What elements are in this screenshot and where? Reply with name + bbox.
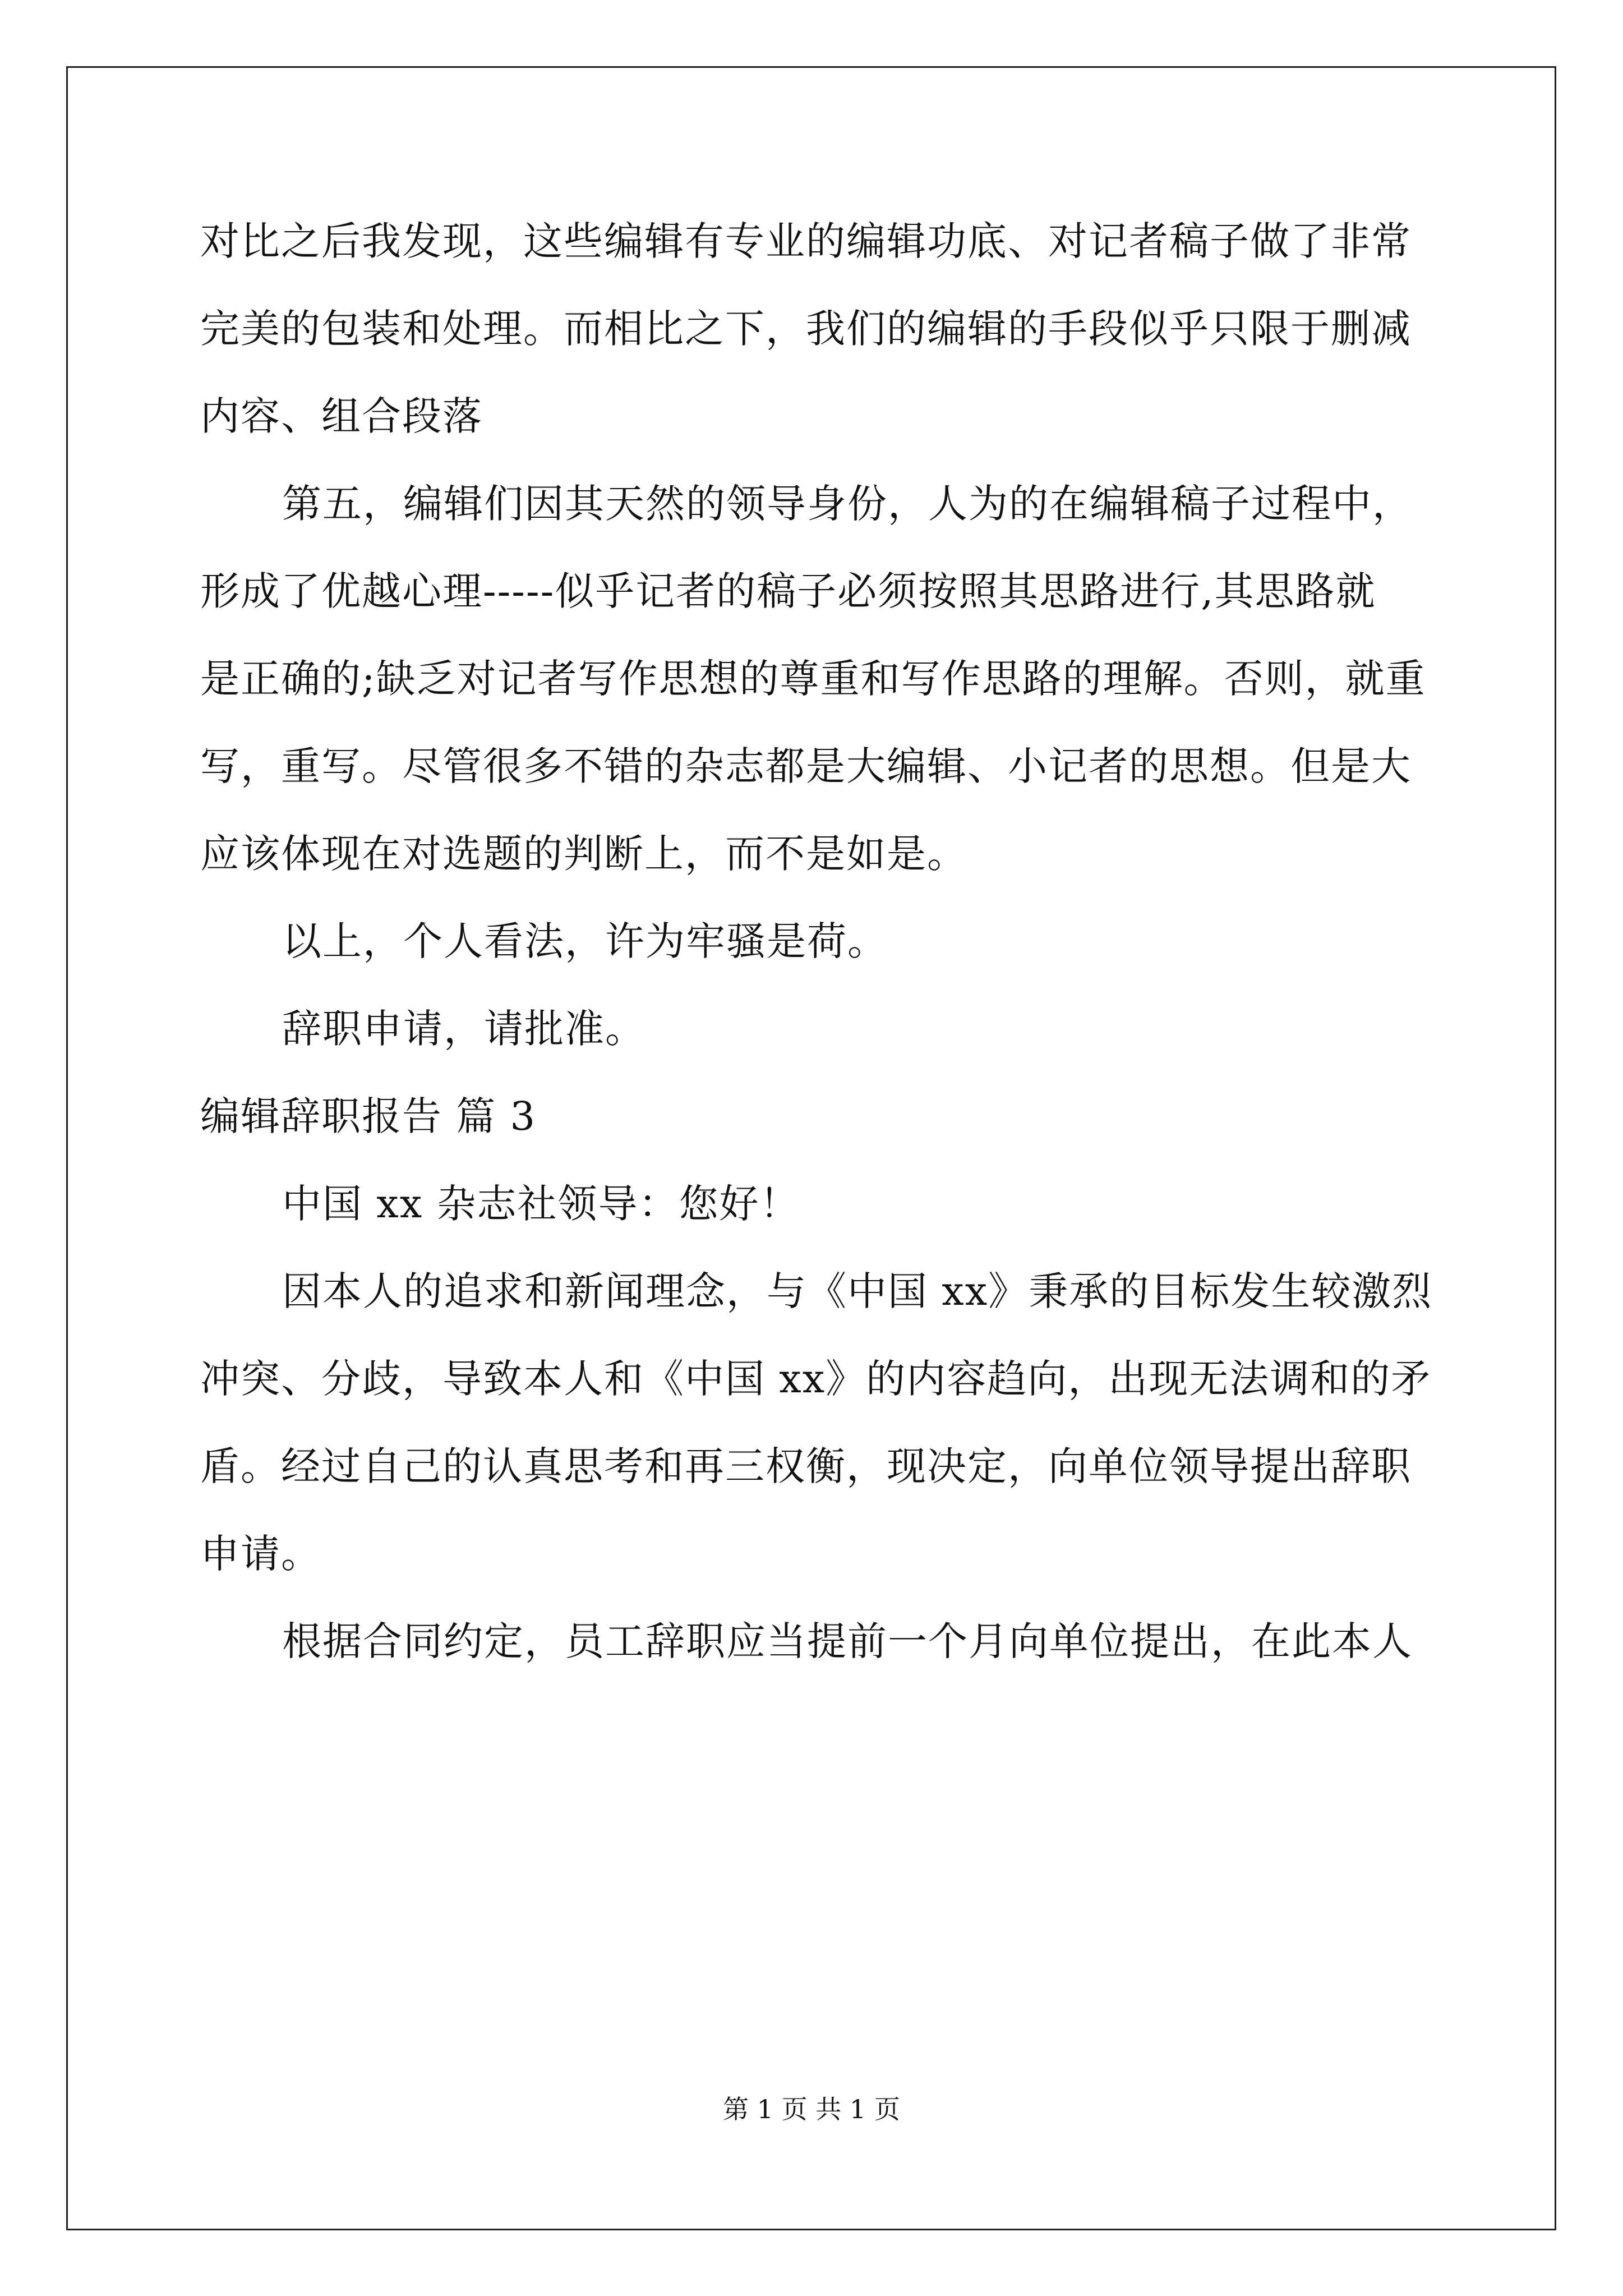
section-heading: 编辑辞职报告 篇 3 [200,1093,537,1139]
paragraph-line: 写，重写。尽管很多不错的杂志都是大编辑、小记者的思想。但是大 [200,743,1412,789]
paragraph-line: 形成了优越心理-----似乎记者的稿子必须按照其思路进行,其思路就 [200,568,1376,614]
paragraph-line: 因本人的追求和新闻理念，与《中国 xx》秉承的目标发生较激烈 [282,1268,1433,1314]
paragraph-line: 应该体现在对选题的判断上，而不是如是。 [200,831,967,877]
paragraph-line: 内容、组合段落 [200,393,483,439]
salutation: 中国 xx 杂志社领导：您好！ [282,1181,800,1227]
paragraph-line: 完美的包装和处理。而相比之下，我们的编辑的手段似乎只限于删减 [200,306,1412,352]
paragraph-line: 盾。经过自己的认真思考和再三权衡，现决定，向单位领导提出辞职 [200,1443,1412,1489]
paragraph-line: 以上，个人看法，许为牢骚是荷。 [282,918,888,964]
paragraph-line: 第五，编辑们因其天然的领导身份，人为的在编辑稿子过程中， [282,481,1413,527]
paragraph-line: 申请。 [200,1531,321,1577]
paragraph-line: 根据合同约定，员工辞职应当提前一个月向单位提出，在此本人 [282,1618,1413,1664]
page-footer: 第 1 页 共 1 页 [723,2094,900,2124]
paragraph-line: 辞职申请，请批准。 [282,1006,645,1052]
paragraph-line: 冲突、分歧，导致本人和《中国 xx》的内容趋向，出现无法调和的矛 [200,1356,1432,1402]
paragraph-line: 对比之后我发现，这些编辑有专业的编辑功底、对记者稿子做了非常 [200,218,1412,264]
paragraph-line: 是正确的;缺乏对记者写作思想的尊重和写作思路的理解。否则，就重 [200,656,1426,702]
